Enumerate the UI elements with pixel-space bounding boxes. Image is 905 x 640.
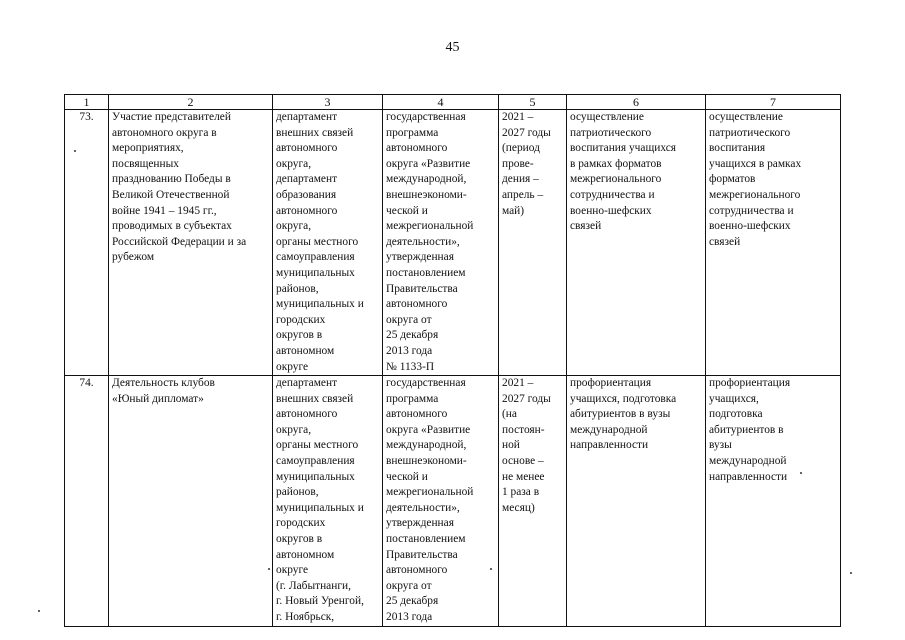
scan-speck (800, 472, 802, 474)
cell-line: округов в (276, 533, 323, 546)
cell-line: «Юный дипломат» (112, 392, 204, 405)
program-cell (383, 110, 499, 376)
cell-line: г. Новый Уренгой, (276, 595, 364, 608)
cell-line: май) (502, 204, 525, 217)
cell-line: направленности (709, 470, 788, 483)
cell-line: утвержденная (386, 517, 454, 530)
cell-line: муниципальных (276, 470, 355, 483)
cell-line: округов в (276, 329, 323, 342)
cell-line: округа от (386, 313, 432, 326)
cell-line: ческой и (386, 204, 428, 217)
cell-line: военно-шефских (709, 220, 791, 233)
cell-line: органы местного (276, 235, 359, 248)
cell-line: межрегионального (709, 188, 801, 201)
cell-line: Участие представителей (112, 111, 231, 123)
cell-line: программа (386, 392, 439, 405)
cell-line: вузы (709, 439, 732, 452)
cell-line: не менее (502, 470, 545, 483)
goal-cell (706, 110, 841, 376)
cell-line: ческой и (386, 470, 428, 483)
cell-line: Правительства (386, 282, 458, 295)
cell-line: автономном (276, 548, 335, 561)
cell-line: 2013 года (386, 611, 433, 623)
goal-cell (706, 376, 841, 627)
cell-line: автономного (386, 298, 448, 311)
cell-line: в рамках форматов (570, 157, 662, 170)
cell-line: постановлением (386, 533, 466, 546)
cell-line: сотрудничества и (570, 188, 655, 201)
column-header: 1 (65, 95, 109, 110)
cell-line: 1 раза в (502, 486, 540, 499)
cell-line: месяц) (502, 501, 535, 514)
cell-line: внешних связей (276, 392, 354, 405)
cell-line: Правительства (386, 548, 458, 561)
executor-cell (273, 110, 383, 376)
cell-line: г. Ноябрьск, (276, 611, 335, 623)
cell-line: муниципальных и (276, 501, 364, 514)
cell-line: ной (502, 439, 520, 452)
cell-line: 2027 годы (502, 392, 551, 405)
cell-line: органы местного (276, 439, 359, 452)
cell-line: учащихся, (709, 392, 759, 405)
cell-line: сотрудничества и (709, 204, 794, 217)
cell-line: (г. Лабытнанги, (276, 579, 351, 592)
scan-speck (74, 150, 76, 152)
cell-line: округа, (276, 423, 312, 436)
cell-line: постоян- (502, 423, 545, 436)
cell-line: внешнеэкономи- (386, 455, 467, 468)
cell-line: международной (709, 455, 787, 468)
cell-line: округа «Развитие (386, 423, 471, 436)
cell-line: округе (276, 360, 309, 373)
cell-line: департамент (276, 173, 338, 186)
cell-line: постановлением (386, 266, 466, 279)
cell-line: мероприятиях, (112, 142, 184, 155)
event-cell (109, 376, 273, 627)
cell-line: программа (386, 126, 439, 139)
cell-line: патриотического (570, 126, 652, 139)
cell-line: воспитания (709, 142, 766, 155)
cell-line: внешних связей (276, 126, 354, 139)
cell-line: самоуправления (276, 455, 355, 468)
result-cell (567, 376, 706, 627)
cell-line: автономного (386, 564, 448, 577)
cell-line: патриотического (709, 126, 791, 139)
cell-line: муниципальных и (276, 298, 364, 311)
cell-line: связей (570, 220, 602, 233)
cell-line: прове- (502, 157, 534, 170)
cell-line: абитуриентов в (709, 423, 784, 436)
column-header: 2 (109, 95, 273, 110)
cell-line: автономного (276, 204, 338, 217)
cell-line: автономного округа в (112, 126, 217, 139)
cell-line: Деятельность клубов (112, 377, 215, 390)
cell-line: военно-шефских (570, 204, 652, 217)
period-cell (499, 110, 567, 376)
cell-line: утвержденная (386, 251, 454, 264)
cell-line: учащихся, подготовка (570, 392, 677, 405)
cell-line: автономном (276, 344, 335, 357)
cell-line: департамент (276, 377, 338, 390)
cell-line: 25 декабря (386, 595, 439, 608)
table-row (65, 376, 841, 627)
event-cell (109, 110, 273, 376)
cell-line: Великой Отечественной (112, 188, 230, 201)
cell-line: округа «Развитие (386, 157, 471, 170)
scan-speck (490, 568, 492, 570)
cell-line: войне 1941 – 1945 гг., (112, 204, 217, 217)
executor-cell (273, 376, 383, 627)
cell-line: связей (709, 235, 741, 248)
cell-line: дения – (502, 173, 539, 186)
scan-speck (268, 568, 270, 570)
scan-speck (38, 610, 40, 612)
cell-line: деятельности», (386, 501, 460, 514)
cell-line: учащихся в рамках (709, 157, 802, 170)
cell-line: районов, (276, 282, 319, 295)
cell-line: рубежом (112, 251, 155, 264)
cell-line: государственная (386, 111, 466, 123)
cell-line: округа, (276, 220, 312, 233)
cell-line: абитуриентов в вузы (570, 408, 671, 421)
scan-speck (850, 572, 852, 574)
cell-line: международной (570, 423, 648, 436)
cell-line: направленности (570, 439, 649, 452)
cell-line: 2021 – (502, 111, 534, 123)
cell-line: Российской Федерации и за (112, 235, 247, 248)
cell-line: автономного (386, 142, 448, 155)
cell-line: внешнеэкономи- (386, 188, 467, 201)
cell-line: 25 декабря (386, 329, 439, 342)
cell-line: празднованию Победы в (112, 173, 231, 186)
cell-line: профориентация (709, 377, 791, 390)
cell-line: образования (276, 188, 337, 201)
cell-line: автономного (276, 408, 338, 421)
cell-line: форматов (709, 173, 756, 186)
cell-line: проводимых в субъектах (112, 220, 232, 233)
cell-line: подготовка (709, 408, 763, 421)
cell-line: межрегионального (570, 173, 662, 186)
cell-line: городских (276, 517, 326, 530)
cell-line: округа от (386, 579, 432, 592)
cell-line: 2027 годы (502, 126, 551, 139)
cell-line: 2021 – (502, 377, 534, 390)
cell-line: самоуправления (276, 251, 355, 264)
column-header: 6 (567, 95, 706, 110)
cell-line: районов, (276, 486, 319, 499)
column-header: 3 (273, 95, 383, 110)
program-table (64, 94, 841, 627)
page-number: 45 (445, 40, 460, 55)
cell-line: международной, (386, 173, 467, 186)
period-cell (499, 376, 567, 627)
cell-line: деятельности», (386, 235, 460, 248)
cell-line: осуществление (709, 111, 783, 123)
row-number: 74. (65, 376, 109, 627)
row-number: 73. (65, 110, 109, 376)
program-cell (383, 376, 499, 627)
column-header: 7 (706, 95, 841, 110)
cell-line: апрель – (502, 188, 544, 201)
cell-line: городских (276, 313, 326, 326)
cell-line: государственная (386, 377, 466, 390)
cell-line: № 1133-П (386, 360, 435, 373)
cell-line: посвященных (112, 157, 179, 170)
cell-line: профориентация (570, 377, 652, 390)
cell-line: округа, (276, 157, 312, 170)
cell-line: (на (502, 408, 517, 421)
cell-line: (период (502, 142, 540, 155)
cell-line: автономного (276, 142, 338, 155)
table-row (65, 110, 841, 376)
cell-line: 2013 года (386, 344, 433, 357)
column-header: 4 (383, 95, 499, 110)
cell-line: округе (276, 564, 309, 577)
column-header: 5 (499, 95, 567, 110)
cell-line: департамент (276, 111, 338, 123)
column-number-row (65, 95, 841, 110)
cell-line: воспитания учащихся (570, 142, 676, 155)
cell-line: основе – (502, 455, 544, 468)
cell-line: межрегиональной (386, 220, 474, 233)
result-cell (567, 110, 706, 376)
cell-line: осуществление (570, 111, 644, 123)
cell-line: автономного (386, 408, 448, 421)
cell-line: муниципальных (276, 266, 355, 279)
cell-line: международной, (386, 439, 467, 452)
cell-line: межрегиональной (386, 486, 474, 499)
